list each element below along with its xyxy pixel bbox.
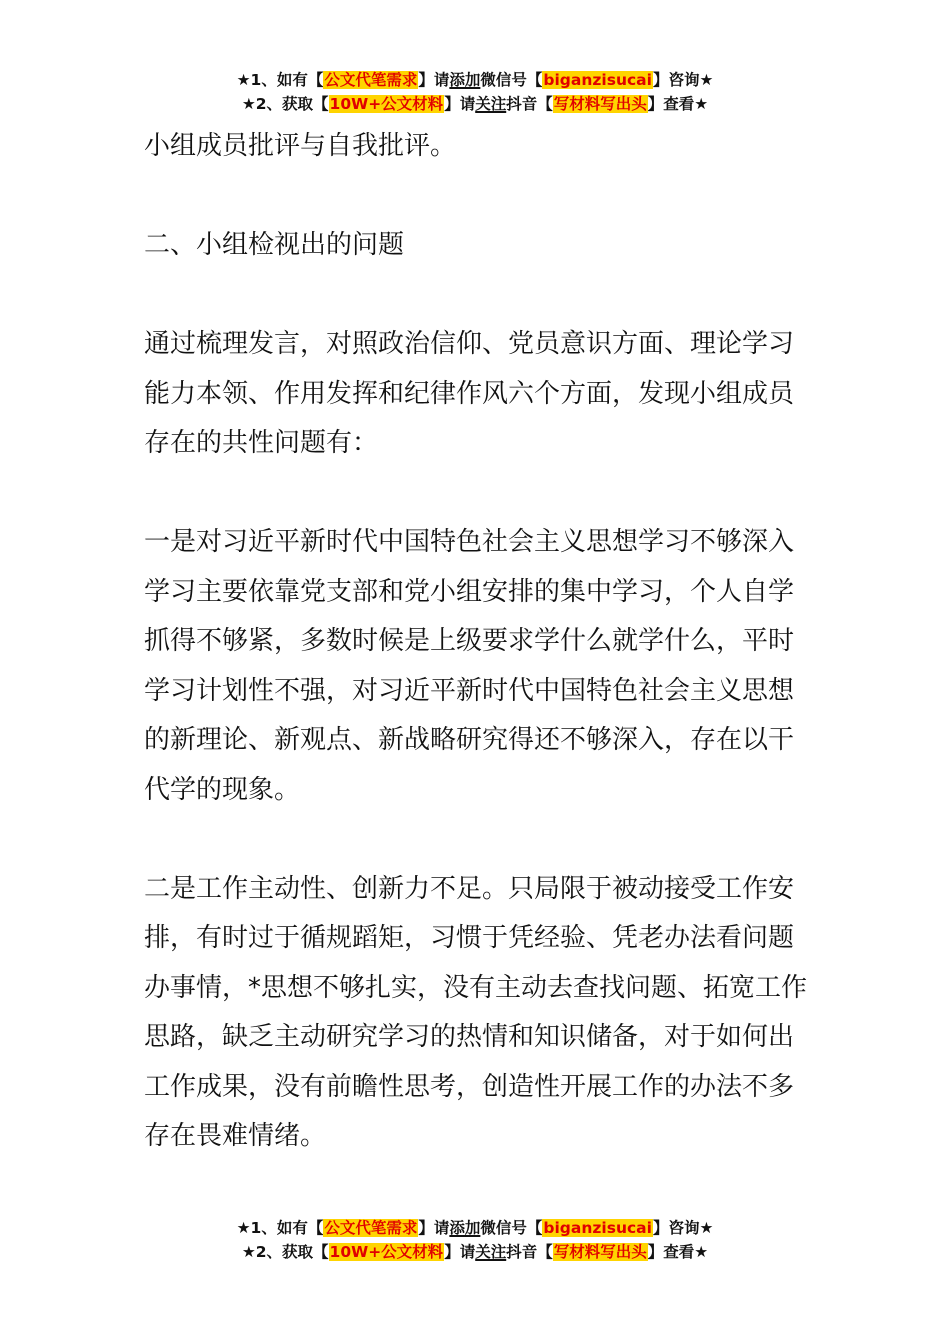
text-line: 能力本领、作用发挥和纪律作风六个方面，发现小组成员 xyxy=(144,378,795,409)
banner-text: 】查看 xyxy=(647,95,695,113)
text-line: 排，有时过于循规蹈矩，习惯于凭经验、凭老办法看问题 xyxy=(144,923,795,953)
text-line: 小组成员批评与自我批评。 xyxy=(144,131,457,161)
banner-text: 】请 xyxy=(418,71,450,89)
star-icon: ★ xyxy=(699,71,714,89)
banner-text: 微信号【 xyxy=(480,1219,543,1237)
highlight-douyin-account: 写材料写出头 xyxy=(553,1243,647,1261)
text-line: 学习主要依靠党支部和党小组安排的集中学习，个人自学 xyxy=(144,576,795,607)
text-line: 学习计划性不强，对习近平新时代中国特色社会主义思想 xyxy=(144,675,795,706)
highlight-wechat-id: biganzisucai xyxy=(543,1219,652,1237)
text-line: 办事情，*思想不够扎实，没有主动去查找问题、拓宽工作 xyxy=(144,972,808,1003)
banner-text: 抖音【 xyxy=(506,1243,553,1261)
banner-text: 】查看 xyxy=(647,1243,695,1261)
banner-text: 1、如有【 xyxy=(250,1219,324,1237)
banner-line-1 xyxy=(0,1216,950,1240)
star-icon: ★ xyxy=(236,1219,251,1237)
banner-line-2 xyxy=(0,92,950,116)
text-line: 通过梳理发言，对照政治信仰、党员意识方面、理论学习 xyxy=(144,329,795,359)
banner-text: 1、如有【 xyxy=(250,71,324,89)
banner-text: 】请 xyxy=(444,1243,476,1261)
text-line: 一是对习近平新时代中国特色社会主义思想学习不够深入 xyxy=(144,527,795,557)
highlight-service: 公文代笔需求 xyxy=(324,71,418,89)
underlined-follow: 关注 xyxy=(475,95,507,113)
paragraph-issue-1 xyxy=(144,518,814,815)
footer-banner xyxy=(0,1216,950,1264)
text-line: 二、小组检视出的问题 xyxy=(144,230,405,260)
highlight-service: 公文代笔需求 xyxy=(324,1219,418,1237)
banner-text: 2、获取【 xyxy=(255,1243,329,1261)
highlight-wechat-id: biganzisucai xyxy=(543,71,652,89)
header-banner xyxy=(0,68,950,116)
underlined-follow: 关注 xyxy=(475,1243,507,1261)
underlined-add: 添加 xyxy=(449,1219,481,1237)
text-line: 存在的共性问题有： xyxy=(144,428,379,458)
text-line: 代学的现象。 xyxy=(144,774,301,805)
star-icon: ★ xyxy=(694,95,709,113)
star-icon: ★ xyxy=(236,71,251,89)
banner-text: 】咨询 xyxy=(652,71,700,89)
text-line: 二是工作主动性、创新力不足。只局限于被动接受工作安 xyxy=(144,873,795,904)
banner-text: 】请 xyxy=(418,1219,450,1237)
banner-text: 微信号【 xyxy=(480,71,543,89)
star-icon: ★ xyxy=(241,1243,256,1261)
text-line: 抓得不够紧，多数时候是上级要求学什么就学什么，平时 xyxy=(144,626,795,656)
text-line: 的新理论、新观点、新战略研究得还不够深入，存在以干 xyxy=(144,725,795,755)
text-line: 工作成果，没有前瞻性思考，创造性开展工作的办法不多 xyxy=(144,1071,795,1102)
highlight-douyin-account: 写材料写出头 xyxy=(553,95,647,113)
highlight-materials: 10W+公文材料 xyxy=(329,95,444,113)
star-icon: ★ xyxy=(699,1219,714,1237)
banner-line-1 xyxy=(0,68,950,92)
paragraph-issue-2 xyxy=(144,865,814,1162)
banner-text: 抖音【 xyxy=(506,95,553,113)
text-line: 思路，缺乏主动研究学习的热情和知识储备，对于如何出 xyxy=(144,1022,795,1052)
section-heading xyxy=(144,221,814,271)
star-icon: ★ xyxy=(694,1243,709,1261)
document-body xyxy=(144,122,814,1162)
banner-text: 2、获取【 xyxy=(255,95,329,113)
banner-line-2 xyxy=(0,1240,950,1264)
underlined-add: 添加 xyxy=(449,71,481,89)
paragraph-criticism xyxy=(144,122,814,172)
banner-text: 】请 xyxy=(444,95,476,113)
paragraph-intro xyxy=(144,320,814,469)
text-line: 存在畏难情绪。 xyxy=(144,1121,327,1151)
star-icon: ★ xyxy=(241,95,256,113)
highlight-materials: 10W+公文材料 xyxy=(329,1243,444,1261)
banner-text: 】咨询 xyxy=(652,1219,700,1237)
